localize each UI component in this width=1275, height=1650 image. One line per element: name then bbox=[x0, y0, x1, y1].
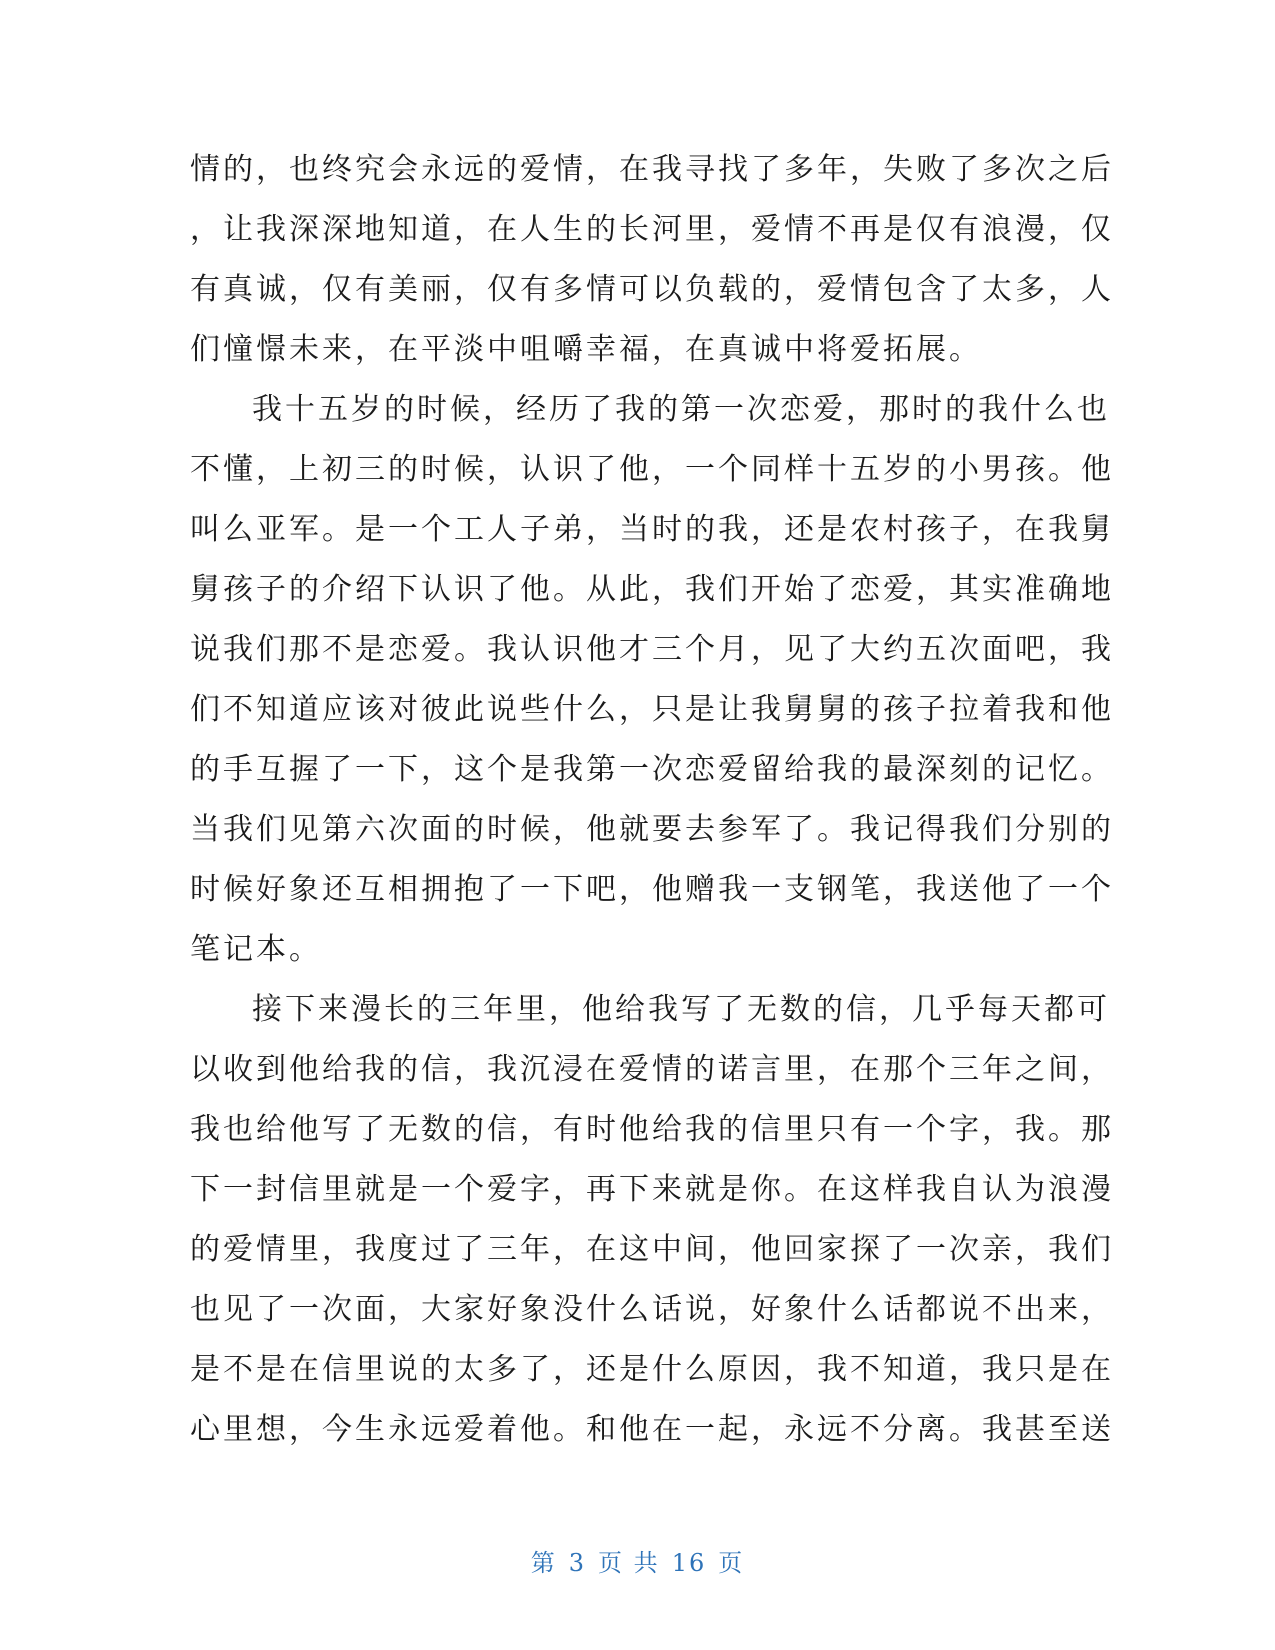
page-suffix: 页 bbox=[718, 1549, 745, 1577]
text-line: 的爱情里，我度过了三年，在这中间，他回家探了一次亲，我们 bbox=[190, 1232, 1114, 1267]
document-body bbox=[190, 140, 1114, 1460]
text-line: 叫么亚军。是一个工人子弟，当时的我，还是农村孩子，在我舅 bbox=[190, 512, 1114, 547]
text-line: 情的，也终究会永远的爱情，在我寻找了多年，失败了多次之后 bbox=[190, 152, 1114, 187]
text-line: 说我们那不是恋爱。我认识他才三个月，见了大约五次面吧，我 bbox=[190, 632, 1114, 667]
text-line: 舅孩子的介绍下认识了他。从此，我们开始了恋爱，其实准确地 bbox=[190, 572, 1114, 607]
text-line: ，让我深深地知道，在人生的长河里，爱情不再是仅有浪漫，仅 bbox=[190, 212, 1114, 247]
text-line: 不懂，上初三的时候，认识了他，一个同样十五岁的小男孩。他 bbox=[190, 452, 1114, 487]
text-line: 以收到他给我的信，我沉浸在爱情的诺言里，在那个三年之间， bbox=[190, 1052, 1114, 1087]
page-current: 3 bbox=[568, 1549, 587, 1577]
paragraph-first-line: 我十五岁的时候，经历了我的第一次恋爱，那时的我什么也 bbox=[252, 392, 1110, 427]
text-line: 有真诚，仅有美丽，仅有多情可以负载的，爱情包含了太多，人 bbox=[190, 272, 1114, 307]
page-total: 16 bbox=[671, 1549, 707, 1577]
text-line: 们不知道应该对彼此说些什么，只是让我舅舅的孩子拉着我和他 bbox=[190, 692, 1114, 727]
text-line: 的手互握了一下，这个是我第一次恋爱留给我的最深刻的记忆。 bbox=[190, 752, 1114, 787]
page-mid: 页 共 bbox=[598, 1549, 660, 1577]
text-line: 当我们见第六次面的时候，他就要去参军了。我记得我们分别的 bbox=[190, 812, 1114, 847]
text-line: 下一封信里就是一个爱字，再下来就是你。在这样我自认为浪漫 bbox=[190, 1172, 1114, 1207]
text-line: 笔记本。 bbox=[190, 932, 322, 967]
text-line: 们憧憬未来，在平淡中咀嚼幸福，在真诚中将爱拓展。 bbox=[190, 332, 982, 367]
text-line: 时候好象还互相拥抱了一下吧，他赠我一支钢笔，我送他了一个 bbox=[190, 872, 1114, 907]
paragraph-first-line: 接下来漫长的三年里，他给我写了无数的信，几乎每天都可 bbox=[252, 992, 1110, 1027]
text-line: 是不是在信里说的太多了，还是什么原因，我不知道，我只是在 bbox=[190, 1352, 1114, 1387]
text-line: 也见了一次面，大家好象没什么话说，好象什么话都说不出来， bbox=[190, 1292, 1114, 1327]
text-line: 心里想，今生永远爱着他。和他在一起，永远不分离。我甚至送 bbox=[190, 1412, 1114, 1447]
page-footer bbox=[0, 1543, 1275, 1578]
text-line: 我也给他写了无数的信，有时他给我的信里只有一个字，我。那 bbox=[190, 1112, 1114, 1147]
page-prefix: 第 bbox=[530, 1549, 557, 1577]
